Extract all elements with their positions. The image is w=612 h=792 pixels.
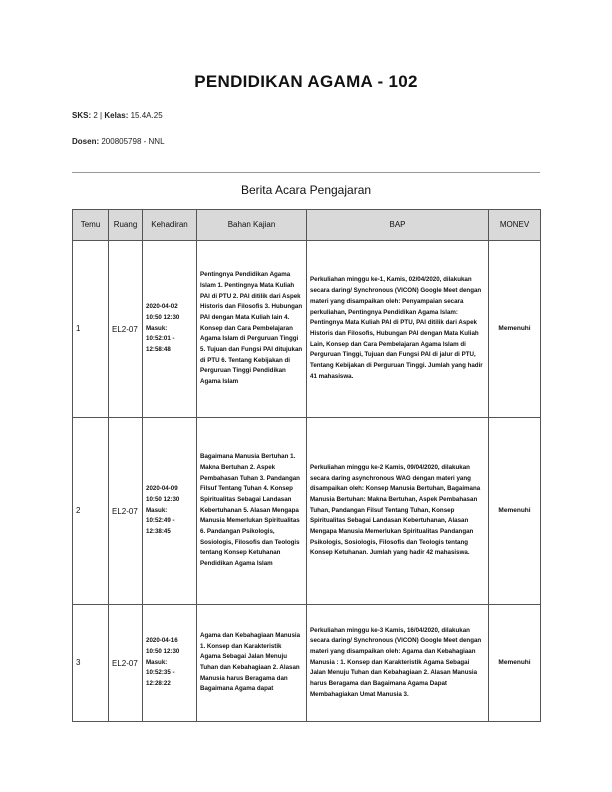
cell-temu: 1 xyxy=(73,241,109,418)
divider xyxy=(72,172,540,173)
header-monev: MONEV xyxy=(489,210,541,241)
course-meta xyxy=(72,111,163,120)
table-row xyxy=(73,241,541,418)
header-temu: Temu xyxy=(73,210,109,241)
header-bap: BAP xyxy=(307,210,489,241)
cell-ruang: EL2-07 xyxy=(109,418,143,605)
header-kehadiran: Kehadiran xyxy=(143,210,197,241)
cell-ruang: EL2-07 xyxy=(109,605,143,722)
cell-monev: Memenuhi xyxy=(489,605,541,722)
dosen-meta xyxy=(72,137,165,146)
table-row xyxy=(73,418,541,605)
cell-bahan-kajian: Bagaimana Manusia Bertuhan 1. Makna Bertuhan 2. Aspek Pembahasan Tuhan 3. Pandangan Filsuf Tentang Tuhan 4. Konsep Spiritualitas Sebagai Landasan Kebertuhanan 5. Alasan Mengapa Manusia Memerlukan Spiritualitas 6. Pandangan Psikologis, Sosiologis, Filosofis dan Teologis tentang Konsep Ketuhanan Pendidikan Agama Islam xyxy=(197,418,307,605)
cell-monev: Memenuhi xyxy=(489,418,541,605)
cell-monev: Memenuhi xyxy=(489,241,541,418)
cell-temu: 3 xyxy=(73,605,109,722)
header-ruang: Ruang xyxy=(109,210,143,241)
cell-kehadiran: 2020-04-02 10:50 12:30 Masuk: 10:52:01 - 12:58:48 xyxy=(143,241,197,418)
cell-bahan-kajian: Agama dan Kebahagiaan Manusia 1. Konsep dan Karakteristik Agama Sebagai Jalan Menuju Tuhan dan Kebahagiaan 2. Alasan Manusia harus Beragama dan Bagaimana Agama dapat xyxy=(197,605,307,722)
table-row xyxy=(73,605,541,722)
kelas-value: 15.4A.25 xyxy=(130,111,163,120)
cell-bap: Perkuliahan minggu ke-1, Kamis, 02/04/2020, dilakukan secara daring/ Synchronous (VICON) Google Meet dengan materi yang disampaikan oleh: Penyampaian secara perkuliahan, Pentingnya Pendidikan Agama Islam: Pentingnya Mata Kuliah PAI di PTU, PAI ditilik dari Aspek Historis dan Filosofis, Hubungan PAI dengan Mata Kuliah Lain, Konsep dan Cara Pembelajaran Agama Islam di Perguruan Tinggi, Tujuan dan Fungsi PAI di jalur di PTU, Tentang Kebijakan di Perguruan Tinggi. Jumlah yang hadir 41 mahasiswa. xyxy=(307,241,489,418)
meta-separator: | xyxy=(100,111,103,120)
cell-kehadiran: 2020-04-16 10:50 12:30 Masuk: 10:52:35 - 12:28:22 xyxy=(143,605,197,722)
kelas-label: Kelas: xyxy=(104,111,129,120)
cell-ruang: EL2-07 xyxy=(109,241,143,418)
sks-label: SKS: xyxy=(72,111,92,120)
section-title: Berita Acara Pengajaran xyxy=(240,183,372,197)
page-title: PENDIDIKAN AGAMA - 102 xyxy=(194,72,418,91)
dosen-value: 200805798 - NNL xyxy=(101,137,165,146)
teaching-record-table xyxy=(72,209,541,722)
table-header-row xyxy=(73,210,541,241)
dosen-label: Dosen: xyxy=(72,137,100,146)
cell-bap: Perkuliahan minggu ke-2 Kamis, 09/04/2020, dilakukan secara daring asynchronous WAG dengan materi yang disampaikan oleh: Konsep Manusia Bertuhan, Bagaimana Manusia Bertuhan: Makna Bertuhan, Aspek Pembahasan Tuhan, Pandangan Filsuf Tentang Tuhan, Konsep Spiritualitas Sebagai Landasan Kebertuhanan, Alasan Mengapa Manusia Memerlukan Spiritualitas Pandangan Psikologis, Sosiologis, Filosofis dan Teologis tentang Konsep Ketuhanan. Jumlah yang hadir 42 mahasiswa. xyxy=(307,418,489,605)
cell-bap: Perkuliahan minggu ke-3 Kamis, 16/04/2020, dilakukan secara daring/ Synchronous (VICON) Google Meet dengan materi yang disampaikan oleh: Agama dan Kebahagiaan Manusia : 1. Konsep dan Karakteristik Agama Sebagai Jalan Menuju Tuhan dan Kebahagiaan 2. Alasan Manusia harus Beragama dan Bagaimana Agama Dapat Membahagiakan Umat Manusia 3. xyxy=(307,605,489,722)
cell-bahan-kajian: Pentingnya Pendidikan Agama Islam 1. Pentingnya Mata Kuliah PAI di PTU 2. PAI ditilik dari Aspek Historis dan Filosofis 3. Hubungan PAI dengan Mata Kuliah lain 4. Konsep dan Cara Pembelajaran Agama Islam di Perguruan Tinggi 5. Tujuan dan Fungsi PAI ditujukan di PTU 6. Tentang Kebijakan di Perguruan Tinggi Pendidikan Agama Islam xyxy=(197,241,307,418)
sks-value: 2 xyxy=(93,111,98,120)
cell-kehadiran: 2020-04-09 10:50 12:30 Masuk: 10:52:49 - 12:38:45 xyxy=(143,418,197,605)
cell-temu: 2 xyxy=(73,418,109,605)
header-bahan-kajian: Bahan Kajian xyxy=(197,210,307,241)
